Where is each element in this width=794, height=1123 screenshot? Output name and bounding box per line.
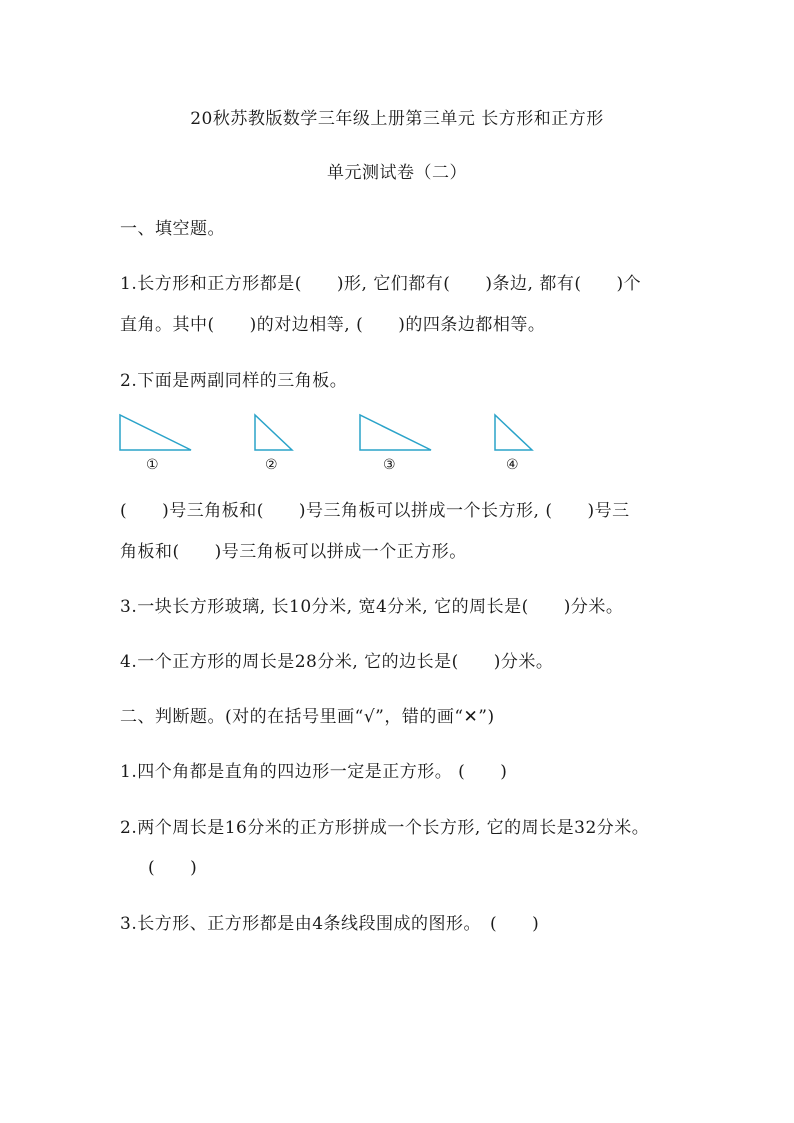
judge-question-2-line-1: 2.两个周长是16分米的正方形拼成一个长方形, 它的周长是32分米。	[120, 818, 650, 838]
triangle-2	[255, 415, 292, 450]
triangle-3	[360, 415, 431, 450]
triangle-label-3: ③	[383, 457, 396, 473]
judge-question-1: 1.四个角都是直角的四边形一定是正方形。 ( )	[120, 762, 508, 782]
question-1-line-2: 直角。其中( )的对边相等, ( )的四条边都相等。	[120, 315, 546, 335]
page-title: 20秋苏教版数学三年级上册第三单元 长方形和正方形	[190, 109, 604, 129]
triangle-label-2: ②	[265, 457, 278, 473]
judge-question-2-line-2: ( )	[148, 858, 198, 878]
question-2-answer-line-2: 角板和( )号三角板可以拼成一个正方形。	[120, 542, 467, 562]
page-subtitle: 单元测试卷（二）	[327, 163, 467, 183]
question-4: 4.一个正方形的周长是28分米, 它的边长是( )分米。	[120, 652, 554, 672]
question-2: 2.下面是两副同样的三角板。	[120, 371, 348, 391]
question-3: 3.一块长方形玻璃, 长10分米, 宽4分米, 它的周长是( )分米。	[120, 597, 624, 617]
triangle-label-4: ④	[506, 457, 519, 473]
judge-question-3: 3.长方形、正方形都是由4条线段围成的图形。 ( )	[120, 914, 540, 934]
triangle-figures	[110, 405, 550, 475]
section-heading-true-false: 二、判断题。(对的在括号里画“√”，错的画“✕”)	[120, 707, 495, 727]
triangle-label-1: ①	[146, 457, 159, 473]
triangle-4	[495, 415, 532, 450]
question-2-answer-line-1: ( )号三角板和( )号三角板可以拼成一个长方形, ( )号三	[120, 501, 630, 521]
section-heading-fill-blank: 一、填空题。	[120, 219, 225, 239]
triangle-1	[120, 415, 191, 450]
question-1-line-1: 1.长方形和正方形都是( )形, 它们都有( )条边, 都有( )个	[120, 274, 642, 294]
